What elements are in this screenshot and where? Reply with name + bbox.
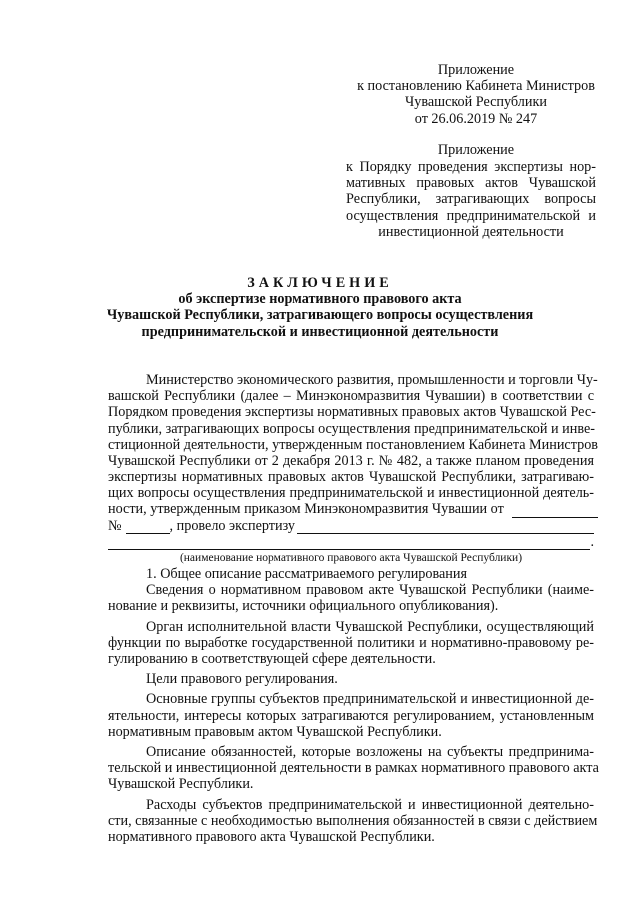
paragraph-line: гулированию в соответствующей сфере деятельности. [108,651,436,667]
paragraph-line: функции по выработке государственной политики и нормативно-правовому ре- [108,634,594,651]
order-number-row [108,518,594,534]
appendix-line: мативных правовых актов Чувашской [346,175,596,192]
act-name-blank-continued[interactable] [108,536,590,550]
paragraph-line: публики, затрагивающих вопросы осуществления предпринимательской и инве- [108,420,595,437]
paragraph-line: Расходы субъектов предпринимательской и инвестиционной деятельно- [146,796,594,813]
section1-paragraph [108,796,598,846]
order-number-blank[interactable] [126,520,170,534]
paragraph-line: ятельности, интересы которых затрагиваются регулированием, установленным [108,707,594,724]
title-sub-line: предпринимательской и инвестиционной деятельности [141,323,499,340]
section1-paragraph [108,582,594,614]
order-date-row [108,502,594,518]
intro-paragraph [108,372,598,566]
section1-paragraph [108,691,594,740]
section1-paragraph [108,619,594,668]
act-name-row [108,534,594,550]
title-main: ЗАКЛЮЧЕНИЕ [247,275,393,291]
paragraph-line: Чувашской Республики от 2 декабря 2013 г. № 482, а также планом проведения [108,452,594,469]
appendix-line: к постановлению Кабинета Министров [357,78,595,95]
paragraph-line: Цели правового регулирования. [146,671,338,688]
paragraph-line: Описание обязанностей, которые возложены на субъекты предпринима- [146,743,594,760]
appendix-header-procedure [346,159,596,240]
appendix-line: Приложение [437,62,515,78]
paragraph-line: Орган исполнительной власти Чувашской Республики, осуществляющий [146,618,594,635]
paragraph-line: Порядком проведения экспертизы нормативных правовых актов Чувашской Рес- [108,404,596,421]
appendix-header-resolution [346,62,606,127]
paragraph-line: нование и реквизиты, источники официального опубликования). [108,598,499,615]
title-sub-line: об экспертизе нормативного правового акта [178,291,462,308]
document-body [108,372,599,849]
paragraph-line: Чувашской Республики. [108,776,254,793]
paragraph-line: экспертизы нормативных правовых актов Чувашской Республики, затрагиваю- [108,469,594,486]
act-name-caption: (наименование нормативного правового акта Чувашской Республики) [179,552,523,565]
paragraph-line: тельской и инвестиционной деятельности в рамках нормативного правового акта [108,760,599,777]
paragraph-line: стиционной деятельности, утвержденным постановлением Кабинета Министров [108,436,598,453]
paragraph-line: нормативным правовым актом Чувашской Республики. [108,723,442,740]
paragraph-line: Министерство экономического развития, промышленности и торговли Чу- [146,372,598,388]
paragraph-line: Сведения о нормативном правовом акте Чувашской Республики (наиме- [146,582,594,599]
appendix-line: к Порядку проведения экспертизы нор- [346,159,596,175]
paragraph-line: нормативного правового акта Чувашской Республики. [108,828,435,845]
appendix-line: Республики, затрагивающих вопросы [346,191,596,208]
document-title [100,275,540,340]
paragraph-line: Основные группы субъектов предпринимательской и инвестиционной де- [146,691,594,708]
title-sub-line: Чувашской Республики, затрагивающего вопросы осуществления [106,307,534,324]
number-sign: № [108,517,122,534]
conducted-text: , провело экспертизу [169,517,295,534]
appendix-line: Чувашской Республики [405,94,547,111]
section1-paragraph [108,671,594,687]
appendix-line: инвестиционной деятельности [378,223,564,240]
paragraph-line: ности, утвержденным приказом Минэкономразвития Чувашии от [108,501,504,518]
section1-heading: 1. Общее описание рассматриваемого регулирования [146,566,467,583]
act-name-blank[interactable] [297,520,594,534]
section1-paragraph [108,743,599,793]
paragraph-line: щих вопросы осуществления предпринимательской и инвестиционной деятель- [108,485,594,502]
paragraph-line: вашской Республики (далее – Минэкономразвития Чувашии) в соответствии с [108,388,594,405]
appendix-line: от 26.06.2019 № 247 [414,110,538,127]
final-period: . [590,533,594,550]
appendix-header-procedure-title: Приложение [437,142,515,158]
appendix-line: осуществления предпринимательской и [346,207,596,224]
paragraph-line: сти, связанные с необходимостью выполнения обязанностей в связи с действием [108,812,598,829]
order-date-blank[interactable] [512,504,598,518]
